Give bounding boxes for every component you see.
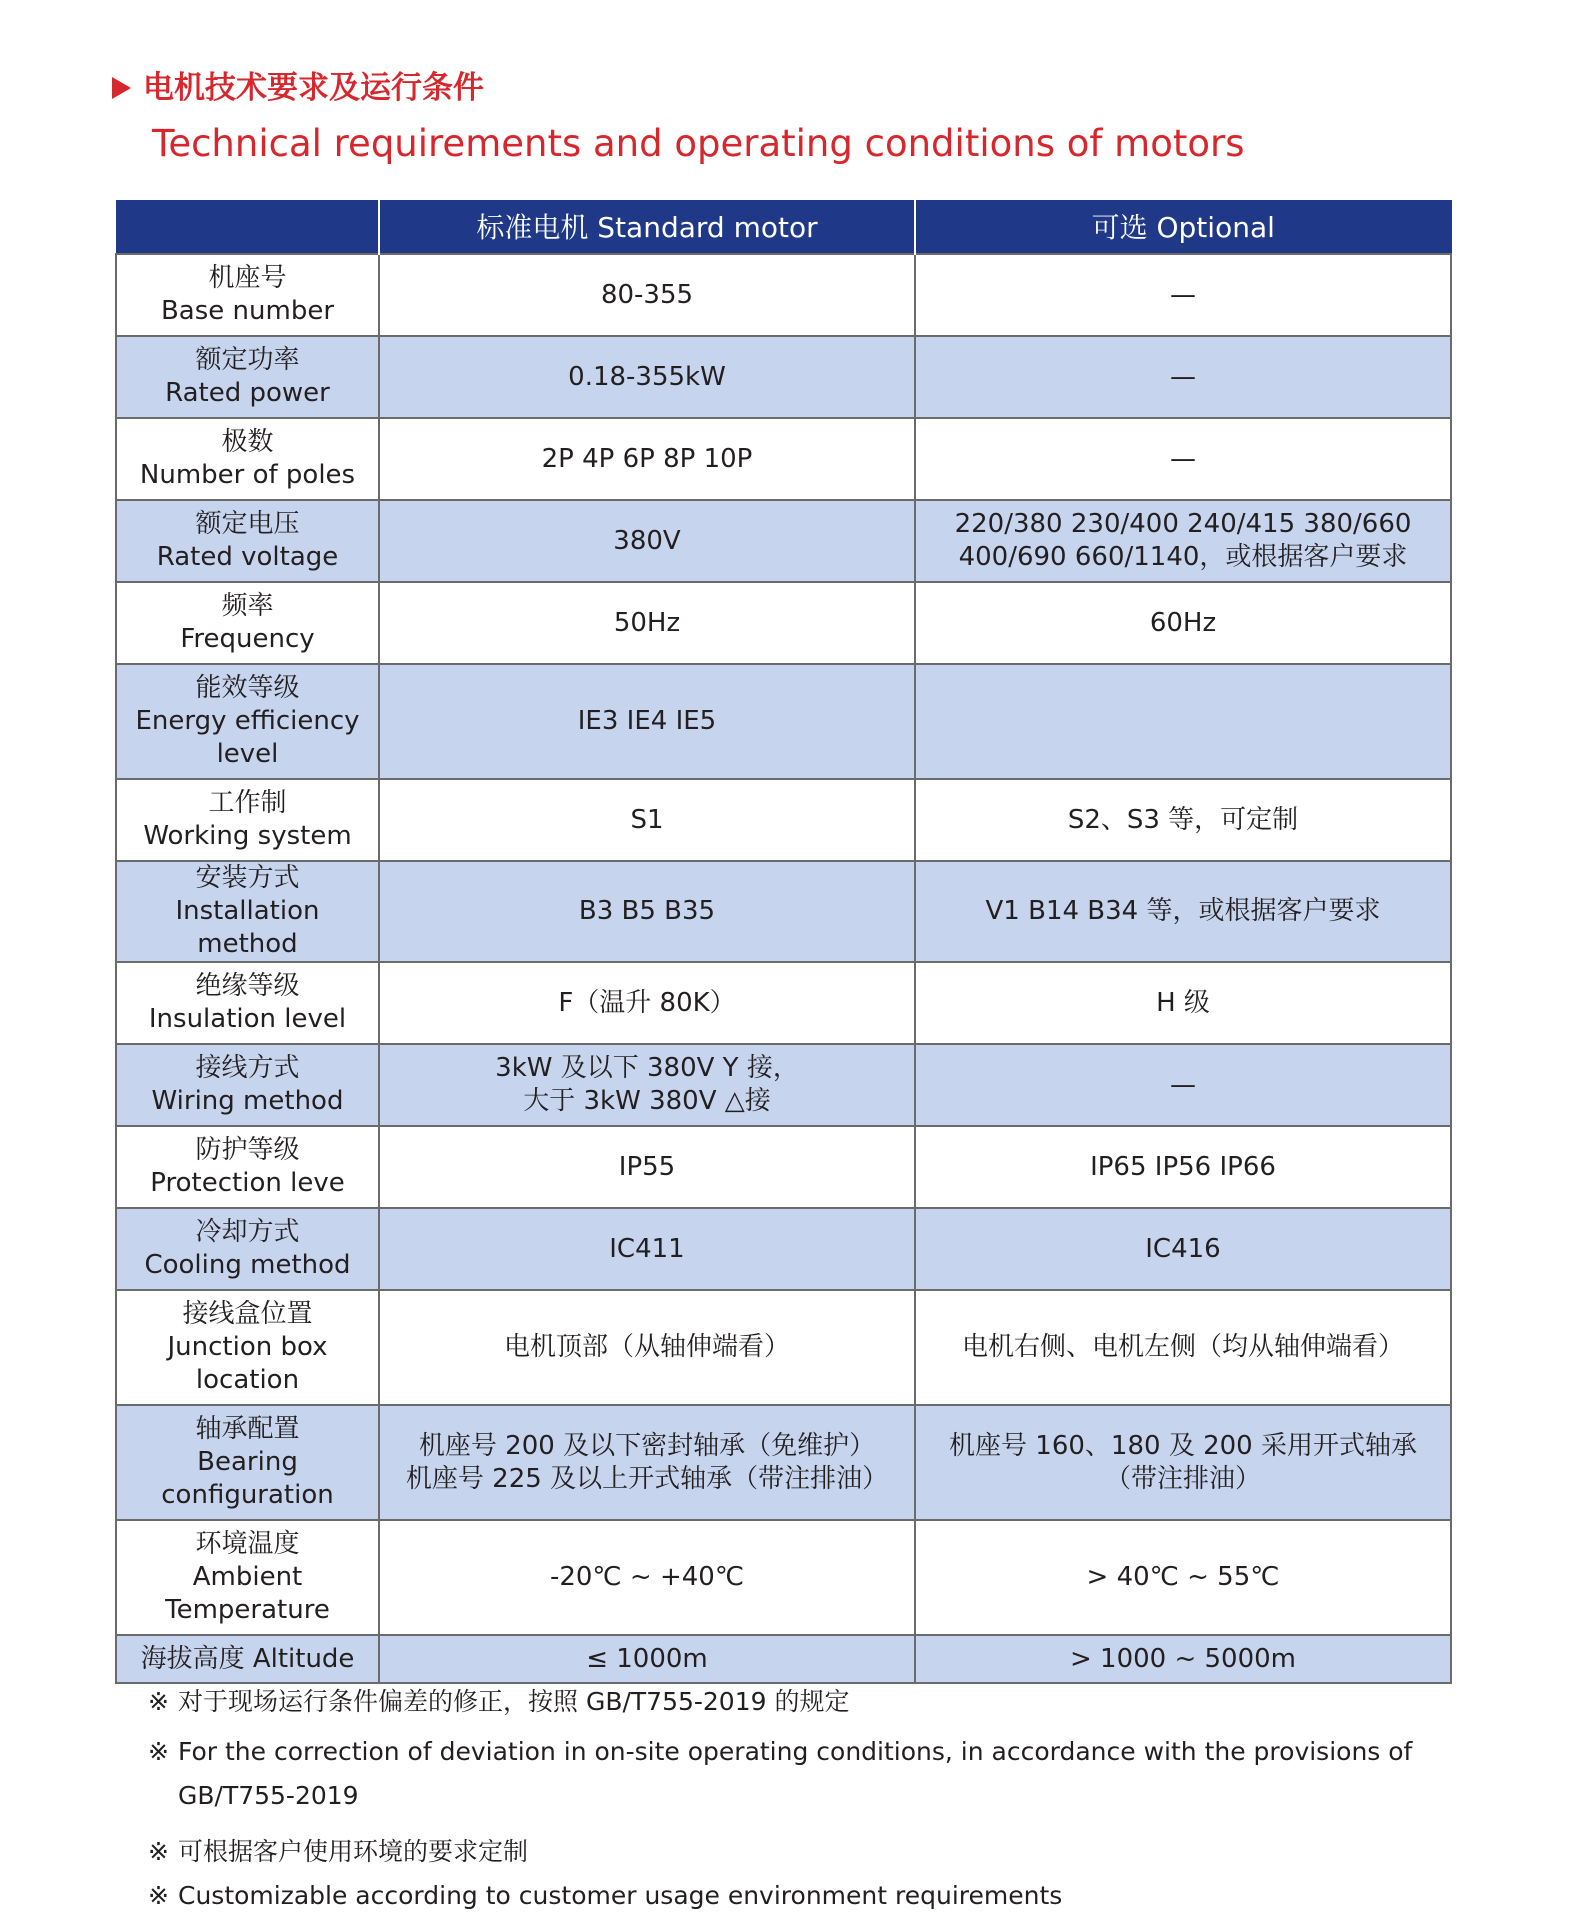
heading-cn-row: [112, 64, 1244, 112]
heading-title-en: Technical requirements and operating conditions of motors: [152, 122, 1245, 165]
row-label-cell: [116, 254, 379, 336]
row-label-cell: [116, 664, 379, 779]
table-row: [116, 664, 1451, 779]
reference-mark-icon: ※: [148, 1837, 169, 1866]
cell-line: Number of poles: [139, 460, 356, 490]
triangle-bullet-icon: [112, 77, 131, 99]
cell-line: 海拔高度 Altitude: [140, 1643, 355, 1674]
cell-line: 极数: [221, 427, 274, 457]
cell-line: Installation method: [175, 896, 320, 959]
cell-line: 工作制: [208, 788, 287, 818]
table-row: [116, 418, 1451, 500]
table-row: [116, 336, 1451, 418]
optional-value-cell: [915, 254, 1451, 336]
cell-line: S1: [630, 804, 664, 835]
standard-value-cell: [379, 254, 915, 336]
standard-value-cell: [379, 582, 915, 664]
standard-value-cell: [379, 664, 915, 779]
table-row: [116, 582, 1451, 664]
row-label-cell: [116, 1635, 379, 1683]
row-label-cell: [116, 336, 379, 418]
header-standard: 标准电机 Standard motor: [379, 201, 915, 255]
optional-value-cell: [915, 418, 1451, 500]
table-row: [116, 962, 1451, 1044]
note-1: [148, 1686, 849, 1718]
table-row: [116, 1635, 1451, 1683]
optional-value-cell: [915, 1290, 1451, 1405]
table-row: [116, 500, 1451, 582]
row-label-cell: [116, 418, 379, 500]
cell-line: IC416: [1145, 1233, 1221, 1264]
optional-value-cell: [915, 582, 1451, 664]
cell-line: 机座号 160、180 及 200 采用开式轴承: [949, 1430, 1417, 1461]
cell-line: > 40℃ ~ 55℃: [1086, 1562, 1280, 1592]
standard-value-cell: [379, 1290, 915, 1405]
note-4-text: Customizable according to customer usage environment requirements: [178, 1881, 1063, 1910]
header-empty: [116, 201, 379, 255]
cell-line: 接线方式: [195, 1053, 300, 1083]
cell-line: 频率: [221, 591, 274, 621]
standard-value-cell: [379, 1520, 915, 1635]
cell-line: 电机顶部（从轴伸端看）: [503, 1332, 790, 1362]
cell-line: 60Hz: [1149, 607, 1217, 638]
cell-line: 安装方式: [195, 863, 300, 893]
cell-line: Rated voltage: [156, 542, 339, 572]
standard-value-cell: [379, 336, 915, 418]
cell-line: Cooling method: [144, 1250, 351, 1280]
cell-line: -20℃ ~ +40℃: [549, 1562, 745, 1592]
optional-value-cell: [915, 336, 1451, 418]
cell-line: V1 B14 B34 等，或根据客户要求: [985, 896, 1381, 926]
cell-line: F（温升 80K）: [558, 987, 736, 1018]
reference-mark-icon: ※: [148, 1737, 169, 1766]
cell-line: 220/380 230/400 240/415 380/660: [954, 509, 1412, 539]
optional-value-cell: [915, 1208, 1451, 1290]
cell-line: —: [1170, 443, 1196, 474]
optional-value-cell: [915, 1044, 1451, 1126]
cell-line: > 1000 ~ 5000m: [1069, 1643, 1297, 1674]
cell-line: 额定电压: [195, 509, 300, 539]
cell-line: Base number: [160, 296, 335, 326]
table-row: [116, 1126, 1451, 1208]
cell-line: ≤ 1000m: [586, 1643, 708, 1674]
cell-line: 环境温度: [195, 1529, 300, 1559]
heading-title-cn: 电机技术要求及运行条件: [143, 70, 484, 106]
cell-line: 绝缘等级: [195, 971, 300, 1001]
table-row: [116, 1520, 1451, 1635]
table-row: [116, 254, 1451, 336]
cell-line: 能效等级: [195, 673, 300, 703]
optional-value-cell: [915, 1126, 1451, 1208]
standard-value-cell: [379, 1208, 915, 1290]
row-label-cell: [116, 1290, 379, 1405]
cell-line: —: [1170, 361, 1196, 392]
cell-line: IP55: [618, 1151, 676, 1182]
cell-line: 防护等级: [195, 1135, 300, 1165]
cell-line: Energy efficiency: [135, 706, 360, 736]
standard-value-cell: [379, 1635, 915, 1683]
cell-line: Insulation level: [148, 1004, 347, 1034]
cell-line: IP65 IP56 IP66: [1090, 1151, 1276, 1182]
optional-value-cell: [915, 962, 1451, 1044]
cell-line: Ambient: [192, 1562, 303, 1592]
row-label-cell: [116, 1208, 379, 1290]
cell-line: 轴承配置: [195, 1414, 300, 1444]
cell-line: 80-355: [600, 279, 694, 310]
cell-line: —: [1170, 279, 1196, 310]
optional-value-cell: [915, 1520, 1451, 1635]
cell-line: Rated power: [165, 378, 330, 408]
standard-value-cell: [379, 1126, 915, 1208]
cell-line: 400/690 660/1140，或根据客户要求: [958, 542, 1408, 572]
table-row: [116, 1044, 1451, 1126]
row-label-cell: [116, 861, 379, 962]
cell-line: level: [216, 739, 279, 769]
cell-line: Junction box: [167, 1332, 328, 1362]
reference-mark-icon: ※: [148, 1881, 169, 1910]
cell-line: 380V: [613, 525, 681, 556]
cell-line: —: [1170, 1069, 1196, 1100]
cell-line: 接线盒位置: [182, 1299, 313, 1329]
cell-line: 额定功率: [195, 345, 300, 375]
cell-line: configuration: [161, 1480, 334, 1510]
note-4: [148, 1880, 1062, 1912]
section-heading: [112, 64, 1244, 168]
standard-value-cell: [379, 1044, 915, 1126]
optional-value-cell: [915, 664, 1451, 779]
optional-value-cell: [915, 500, 1451, 582]
reference-mark-icon: ※: [148, 1687, 169, 1716]
table-row: [116, 1290, 1451, 1405]
note-3: [148, 1836, 528, 1868]
optional-value-cell: [915, 779, 1451, 861]
standard-value-cell: [379, 500, 915, 582]
standard-value-cell: [379, 418, 915, 500]
spec-table: [115, 200, 1452, 1684]
note-2-text: For the correction of deviation in on-site operating conditions, in accordance with the provisions of GB/T755-2019: [178, 1737, 1413, 1810]
table-row: [116, 1405, 1451, 1520]
cell-line: Working system: [143, 821, 352, 851]
note-3-text: 可根据客户使用环境的要求定制: [178, 1837, 529, 1866]
table-row: [116, 1208, 1451, 1290]
row-label-cell: [116, 500, 379, 582]
optional-value-cell: [915, 861, 1451, 962]
cell-line: 50Hz: [613, 607, 681, 638]
note-1-text: 对于现场运行条件偏差的修正，按照 GB/T755-2019 的规定: [178, 1687, 850, 1716]
cell-line: location: [195, 1365, 300, 1395]
cell-line: Protection leve: [150, 1168, 345, 1198]
cell-line: Frequency: [180, 624, 315, 654]
row-label-cell: [116, 1405, 379, 1520]
cell-line: IC411: [609, 1233, 685, 1264]
cell-line: H 级: [1156, 987, 1210, 1018]
note-2: [148, 1730, 1450, 1818]
cell-line: 3kW 及以下 380V Y 接，: [495, 1053, 799, 1083]
row-label-cell: [116, 962, 379, 1044]
table-row: [116, 861, 1451, 962]
cell-line: Bearing: [197, 1447, 298, 1477]
cell-line: B3 B5 B35: [578, 896, 716, 926]
row-label-cell: [116, 1044, 379, 1126]
cell-line: 0.18-355kW: [568, 361, 726, 392]
cell-line: 机座号 225 及以上开式轴承（带注排油）: [405, 1463, 889, 1494]
row-label-cell: [116, 779, 379, 861]
optional-value-cell: [915, 1635, 1451, 1683]
standard-value-cell: [379, 861, 915, 962]
optional-value-cell: [915, 1405, 1451, 1520]
cell-line: Temperature: [165, 1595, 330, 1625]
row-label-cell: [116, 1520, 379, 1635]
standard-value-cell: [379, 962, 915, 1044]
cell-line: S2、S3 等，可定制: [1067, 804, 1299, 835]
table-row: [116, 779, 1451, 861]
table-body: [116, 254, 1451, 1683]
cell-line: 2P 4P 6P 8P 10P: [541, 443, 753, 474]
cell-line: 机座号: [208, 263, 287, 293]
cell-line: IE3 IE4 IE5: [577, 706, 717, 736]
standard-value-cell: [379, 1405, 915, 1520]
row-label-cell: [116, 1126, 379, 1208]
cell-line: 冷却方式: [195, 1217, 300, 1247]
table-header-row: [116, 201, 1451, 255]
standard-value-cell: [379, 779, 915, 861]
cell-line: Wiring method: [151, 1086, 344, 1116]
cell-line: （带注排油）: [1104, 1463, 1261, 1494]
cell-line: 电机右侧、电机左侧（均从轴伸端看）: [961, 1332, 1404, 1362]
cell-line: 大于 3kW 380V △接: [523, 1086, 771, 1116]
header-optional: 可选 Optional: [915, 201, 1451, 255]
row-label-cell: [116, 582, 379, 664]
cell-line: 机座号 200 及以下密封轴承（免维护）: [418, 1430, 876, 1461]
